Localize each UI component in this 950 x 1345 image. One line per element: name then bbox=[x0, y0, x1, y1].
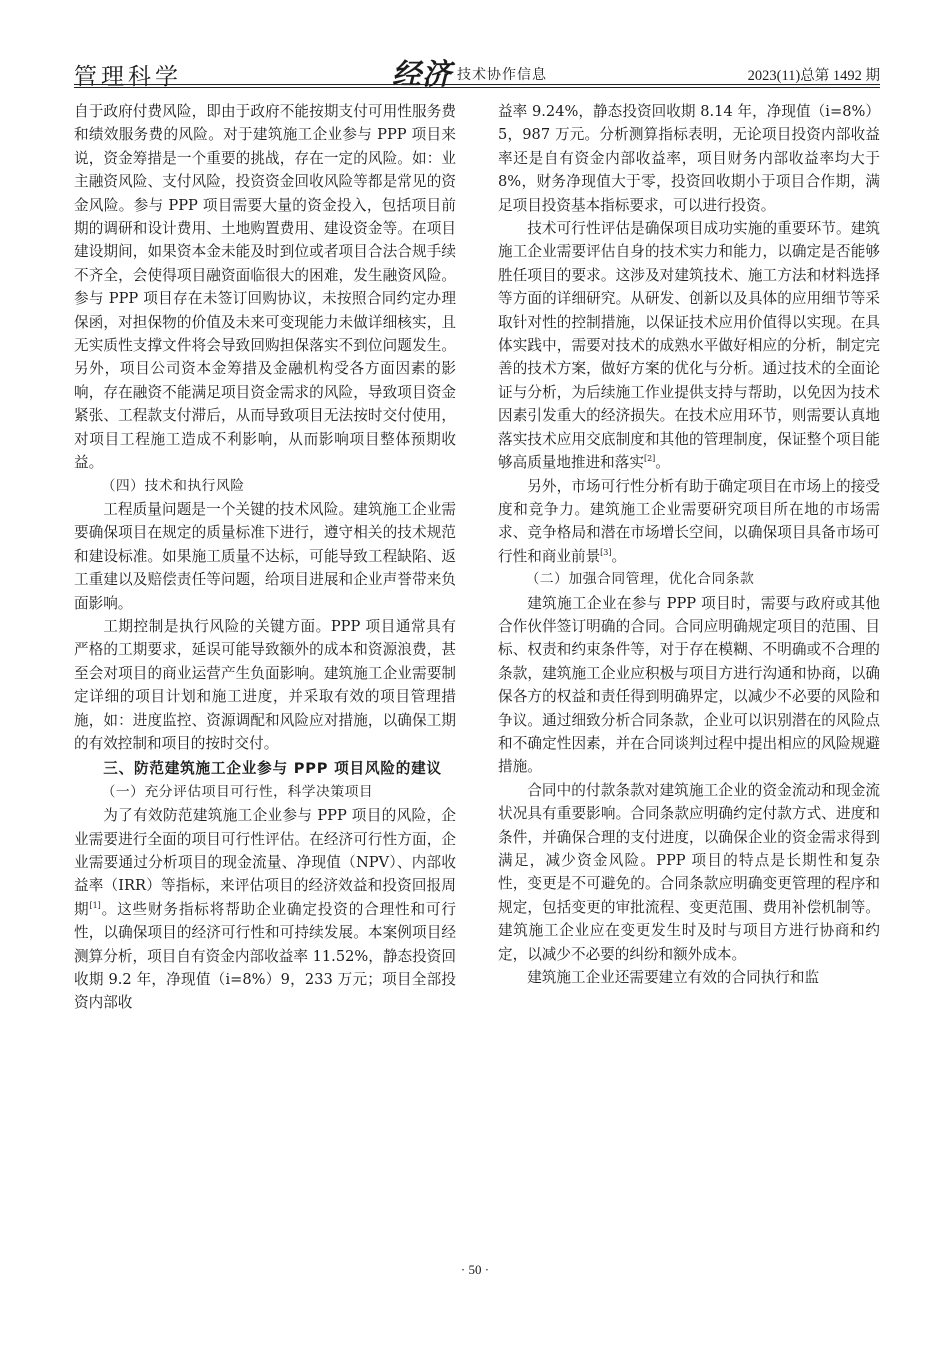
paragraph bbox=[74, 615, 456, 755]
issue-number: 2023(11)总第 1492 期 bbox=[747, 68, 880, 84]
paragraph bbox=[498, 779, 880, 966]
citation-ref: [2] bbox=[643, 454, 656, 464]
paragraph-text: 自于政府付费风险，即由于政府不能按期支付可用性服务费和绩效服务费的风险。对于建筑施工企业参与 PPP 项目来说，资金筹措是一个重要的挑战，存在一定的风险。如：业主融资风险、支付风险，投资资金回收风险等都是常见的资金风险。参与 PPP 项目需要大量的资金投入，包括项目前期的调研和设计费用、土地购置费用、建设资金等。在项目建设期间，如果资本金未能及时到位或者项目合法合规手续不齐全，会使得项目融资面临很大的困难，发生融资风险。参与 PPP 项目存在未签订回购协议，未按照合同约定办理保函，对担保物的价值及未来可变现能力未做详细核实，且无实质性支撑文件将会导致回购担保落实不到位问题发生。另外，项目公司资本金筹措及金融机构受各方面因素的影响，存在融资不能满足项目资金需求的风险，导致项目资金紧张、工程款支付滞后，从而导致项目无法按时交付使用，对项目工程施工造成不利影响，从而影响项目整体预期收益。 bbox=[74, 103, 456, 472]
paragraph bbox=[498, 217, 880, 474]
paragraph-text: 益率 9.24%，静态投资回收期 8.14 年，净现值（i=8%）5，987 万元。分析测算指标表明，无论项目投资内部收益率还是自有资金内部收益率，项目财务内部收益率均大于 8%，财务净现值大于零，投资回收期小于项目合作期，满足项目投资基本指标要求，可以进行投资。 bbox=[498, 103, 880, 214]
paragraph-text-after-ref: 。 bbox=[655, 454, 670, 472]
paragraph bbox=[74, 498, 456, 615]
page-number: · 50 · bbox=[460, 1262, 490, 1277]
journal-logo-subtitle: 技术协作信息 bbox=[457, 67, 547, 83]
right-column bbox=[498, 100, 880, 989]
paragraph bbox=[498, 966, 880, 989]
header-rule-thin bbox=[74, 87, 880, 88]
paragraph-text: （四）技术和执行风险 bbox=[101, 477, 245, 494]
paragraph bbox=[498, 592, 880, 779]
paragraph-text: （二）加强合同管理，优化合同条款 bbox=[525, 571, 755, 588]
paragraph-text: 工程质量问题是一个关键的技术风险。建筑施工企业需要确保项目在规定的质量标准下进行，遵守相关的技术规范和建设标准。如果施工质量不达标，可能导致工程缺陷、返工重建以及赔偿责任等问题，给项目进展和企业声誉带来负面影响。 bbox=[74, 500, 456, 612]
paragraph-text-after-ref: 。 bbox=[611, 547, 627, 565]
paragraph-text-after-ref: 。这些财务指标将帮助企业确定投资的合理性和可行性，以确保项目的经济可行性和可持续发展。本案例项目经测算分析，项目自有资金内部收益率 11.52%，静态投资回收期 9.2 年，净现值（i=8%）9，233 万元；项目全部投资内部收 bbox=[74, 900, 456, 1012]
journal-section-title: 管理科学 bbox=[74, 64, 182, 90]
paragraph-text: 另外，市场可行性分析有助于确定项目在市场上的接受度和竞争力。建筑施工企业需要研究项目所在地的市场需求、竞争格局和潜在市场增长空间，以确保项目具备市场可行性和商业前景 bbox=[498, 477, 880, 565]
paragraph-text: 技术可行性评估是确保项目成功实施的重要环节。建筑施工企业需要评估自身的技术实力和能力，以确定是否能够胜任项目的要求。这涉及对建筑技术、施工方法和材料选择等方面的详细研究。从研发、创新以及具体的应用细节等采取针对性的控制措施，以保证技术应用价值得以实现。在具体实践中，需要对技术的成熟水平做好相应的分析，制定完善的技术方案，做好方案的优化与分析。通过技术的全面论证与分析，为后续施工作业提供支持与帮助，以免因为技术因素引发重大的经济损失。在技术应用环节，则需要认真地落实技术应用交底制度和其他的管理制度，保证整个项目能够高质量地推进和落实 bbox=[498, 220, 880, 472]
paragraph bbox=[498, 475, 880, 569]
citation-ref: [3] bbox=[600, 547, 612, 557]
header-rule bbox=[74, 84, 880, 85]
left-column bbox=[74, 100, 456, 1015]
paragraph-text: 建筑施工企业还需要建立有效的合同执行和监 bbox=[527, 969, 820, 987]
paragraph-text: 建筑施工企业在参与 PPP 项目时，需要与政府或其他合作伙伴签订明确的合同。合同应明确规定项目的范围、目标、权责和约束条件等，对于存在模糊、不明确或不合理的条款，建筑施工企业应积极与项目方进行沟通和协商，以确保各方的权益和责任得到明确界定，以减少不必要的风险和争议。通过细致分析合同条款，企业可以识别潜在的风险点和不确定性因素，并在合同谈判过程中提出相应的风险规避措施。 bbox=[498, 594, 880, 776]
page-header bbox=[74, 52, 880, 92]
subsection-heading bbox=[74, 781, 456, 804]
paragraph-text: 为了有效防范建筑施工企业参与 PPP 项目的风险，企业需要进行全面的项目可行性评估。在经济可行性方面，企业需要通过分析项目的现金流量、净现值（NPV）、内部收益率（IRR）等指标，来评估项目的经济效益和投资回报周期 bbox=[74, 807, 456, 918]
paragraph bbox=[74, 804, 456, 1015]
subsection-heading bbox=[74, 475, 456, 498]
paragraph-continued bbox=[498, 100, 880, 217]
journal-logo: 经济 bbox=[392, 57, 453, 91]
paragraph-continued bbox=[74, 100, 456, 475]
paragraph-text: 工期控制是执行风险的关键方面。PPP 项目通常具有严格的工期要求，延误可能导致额外的成本和资源浪费，甚至会对项目的商业运营产生负面影响。建筑施工企业需要制定详细的项目计划和施工进度，并采取有效的项目管理措施，如：进度监控、资源调配和风险应对措施，以确保工期的有效控制和项目的按时交付。 bbox=[74, 617, 456, 752]
paragraph-text: （一）充分评估项目可行性，科学决策项目 bbox=[101, 783, 374, 800]
paragraph-text: 三、防范建筑施工企业参与 PPP 项目风险的建议 bbox=[103, 760, 442, 778]
citation-ref: [1] bbox=[89, 900, 101, 910]
paragraph-text: 合同中的付款条款对建筑施工企业的资金流动和现金流状况具有重要影响。合同条款应明确约定付款方式、进度和条件，并确保合理的支付进度，以确保企业的资金需求得到满足，减少资金风险。PPP 项目的特点是长期性和复杂性，变更是不可避免的。合同条款应明确变更管理的程序和规定，包括变更的审批流程、变更范围、费用补偿机制等。建筑施工企业应在变更发生时及时与项目方进行协商和约定，以减少不必要的纠纷和额外成本。 bbox=[498, 781, 880, 963]
subsection-heading bbox=[498, 568, 880, 591]
section-heading bbox=[74, 757, 456, 780]
